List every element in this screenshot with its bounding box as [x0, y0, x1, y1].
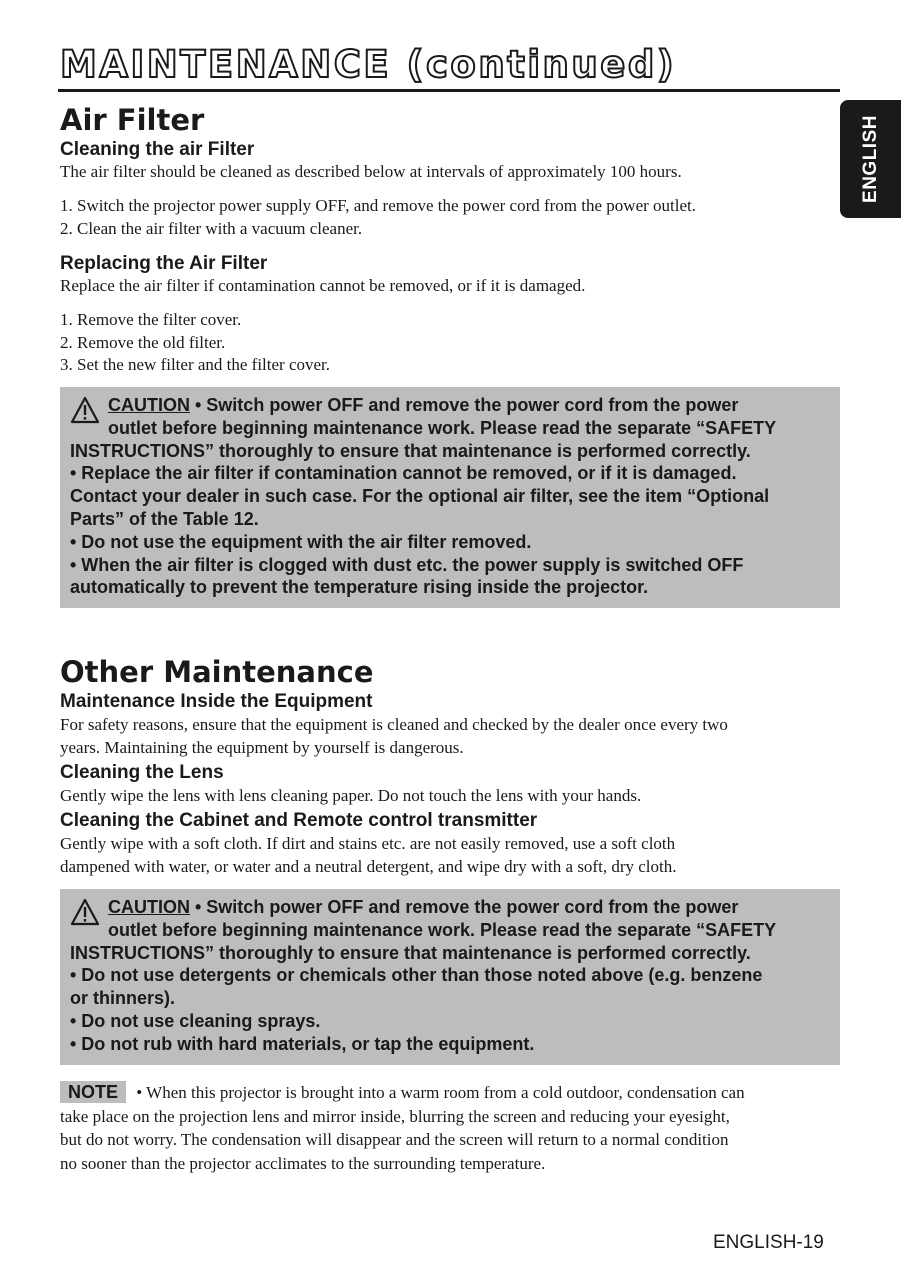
cleaning-steps	[60, 195, 696, 240]
language-tab	[840, 100, 901, 218]
caution-text: Contact your dealer in such case. For the optional air filter, see the item “Optional	[70, 486, 770, 507]
cleaning-cabinet-heading: Cleaning the Cabinet and Remote control transmitter	[60, 810, 538, 831]
replacing-intro: Replace the air filter if contamination cannot be removed, or if it is damaged.	[60, 276, 586, 295]
cleaning-cabinet-text: Gently wipe with a soft cloth. If dirt and stains etc. are not easily removed, use a soft cloth dampened with water, or water and a neutral detergent, and wipe dry with a soft, dry cloth.	[60, 834, 677, 876]
page-title: MAINTENANCE (continued)	[60, 43, 677, 86]
cleaning-lens-text: Gently wipe the lens with lens cleaning paper. Do not touch the lens with your hands.	[60, 786, 642, 805]
caution-text: • Switch power OFF and remove the power cord from the power	[190, 395, 739, 415]
maintenance-inside-text: For safety reasons, ensure that the equipment is cleaned and checked by the dealer once every two years. Maintaining the equipment by yourself is dangerous.	[60, 715, 728, 757]
cleaning-intro: The air filter should be cleaned as described below at intervals of approximately 100 hours.	[60, 162, 682, 181]
caution-text: • Switch power OFF and remove the power cord from the power	[190, 897, 739, 917]
caution-text: • Do not rub with hard materials, or tap the equipment.	[70, 1033, 535, 1054]
title-divider	[58, 89, 840, 92]
cleaning-lens-heading: Cleaning the Lens	[60, 762, 224, 783]
caution-text: outlet before beginning maintenance work. Please read the separate “SAFETY	[108, 919, 777, 940]
caution-label: CAUTION	[108, 897, 190, 917]
page-number: ENGLISH-19	[713, 1232, 824, 1253]
list-item: 2. Remove the old filter.	[60, 332, 226, 352]
caution-text: INSTRUCTIONS” thoroughly to ensure that maintenance is performed correctly.	[70, 440, 751, 461]
language-tab-label: ENGLISH	[859, 115, 881, 203]
caution-label: CAUTION	[108, 395, 190, 415]
note-text: no sooner than the projector acclimates to the surrounding temperature.	[60, 1153, 546, 1173]
other-maintenance-heading: Other Maintenance	[60, 655, 374, 689]
caution-text: INSTRUCTIONS” thoroughly to ensure that maintenance is performed correctly.	[70, 942, 751, 963]
replacing-steps	[60, 309, 330, 377]
warning-triangle-icon	[70, 396, 100, 424]
caution-text: Parts” of the Table 12.	[70, 508, 259, 529]
caution-text: • Do not use cleaning sprays.	[70, 1010, 321, 1031]
caution-box-other-maintenance	[60, 889, 840, 1065]
cleaning-air-filter-heading: Cleaning the air Filter	[60, 139, 255, 160]
list-item: 1. Remove the filter cover.	[60, 310, 242, 329]
note-text: • When this projector is brought into a warm room from a cold outdoor, condensation can	[132, 1083, 745, 1102]
caution-text: • Do not use detergents or chemicals other than those noted above (e.g. benzene	[70, 965, 763, 986]
caution-text: automatically to prevent the temperature rising inside the projector.	[70, 577, 649, 598]
note-text: but do not worry. The condensation will disappear and the screen will return to a normal condition	[60, 1130, 729, 1149]
note-block	[60, 1081, 745, 1175]
list-item: 1. Switch the projector power supply OFF, and remove the power cord from the power outlet.	[60, 196, 696, 215]
list-item: 3. Set the new filter and the filter cover.	[60, 355, 331, 374]
maintenance-inside-heading: Maintenance Inside the Equipment	[60, 691, 373, 712]
caution-text: • Replace the air filter if contamination cannot be removed, or if it is damaged.	[70, 463, 737, 484]
caution-text: or thinners).	[70, 988, 176, 1009]
replacing-air-filter-heading: Replacing the Air Filter	[60, 253, 268, 274]
caution-text: outlet before beginning maintenance work. Please read the separate “SAFETY	[108, 417, 777, 438]
warning-triangle-icon	[70, 898, 100, 926]
note-label: NOTE	[60, 1081, 126, 1103]
caution-box-air-filter	[60, 387, 840, 608]
caution-text: • Do not use the equipment with the air filter removed.	[70, 531, 532, 552]
caution-text: • When the air filter is clogged with dust etc. the power supply is switched OFF	[70, 554, 744, 575]
note-text: take place on the projection lens and mirror inside, blurring the screen and reducing your eyesight,	[60, 1106, 730, 1126]
air-filter-heading: Air Filter	[60, 103, 205, 137]
list-item: 2. Clean the air filter with a vacuum cleaner.	[60, 218, 363, 238]
